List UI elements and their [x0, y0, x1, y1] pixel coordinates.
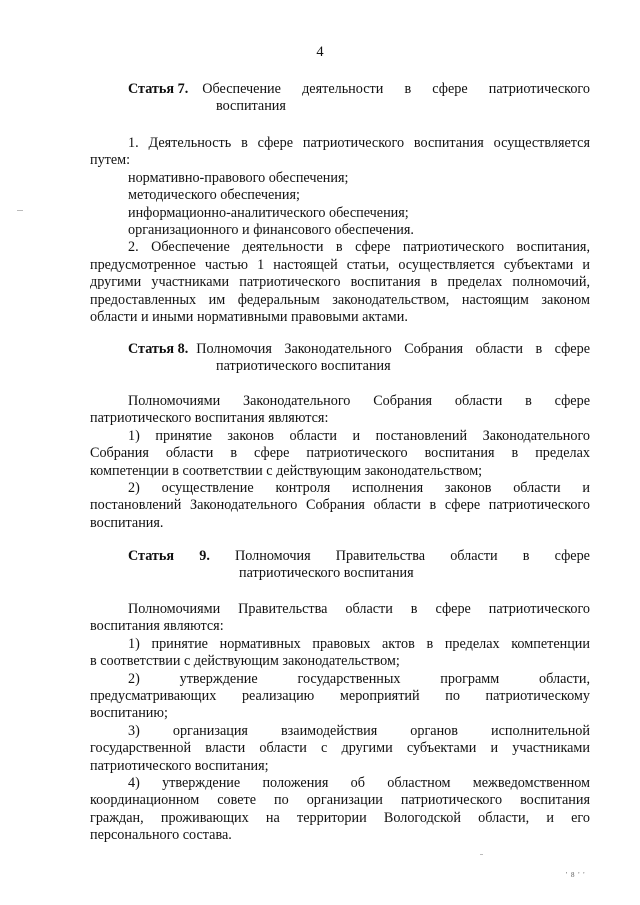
list-item: информационно-аналитического обеспечения;: [128, 204, 409, 221]
article-9-body: [90, 601, 590, 845]
paragraph-line: воспитания.: [90, 514, 164, 531]
article-8-title-line1: Полномочия Законодательного Собрания области в сфере: [196, 341, 590, 357]
paragraph-line: 2. Обеспечение деятельности в сфере патриотического воспитания,: [128, 239, 590, 256]
paragraph-line: предусматривающих реализацию мероприятий по патриотическому: [90, 688, 590, 705]
paragraph-line: 1. Деятельность в сфере патриотического воспитания осуществляется: [128, 135, 590, 151]
paragraph-line: патриотического воспитания;: [90, 757, 269, 774]
paragraph-line: граждан, проживающих на территории Вологодской области, и его: [90, 809, 590, 826]
article-7-label: Статья 7.: [128, 81, 189, 97]
paragraph-line: другими участниками патриотического воспитания в пределах полномочий,: [90, 274, 590, 291]
paragraph-line: патриотического воспитания являются:: [90, 410, 329, 427]
scan-mark: [480, 854, 483, 855]
heading-word: области: [450, 548, 498, 564]
article-7-body: [90, 135, 590, 326]
article-8-body: [90, 393, 590, 532]
paragraph-line: воспитанию;: [90, 705, 168, 722]
list-item: методического обеспечения;: [128, 187, 300, 204]
article-9-number: 9.: [199, 548, 210, 564]
paragraph-line: предоставленных им федеральным законодательством, настоящим законом: [90, 291, 590, 308]
heading-word: Полномочия: [235, 548, 311, 564]
article-9-title-line2: патриотического воспитания: [239, 565, 414, 581]
article-9-heading: [128, 548, 590, 582]
scan-mark: [17, 210, 23, 211]
article-7-title-line1: Обеспечение деятельности в сфере патриотического: [202, 81, 590, 97]
paragraph-line: 1) принятие нормативных правовых актов в пределах компетенции: [128, 635, 590, 652]
list-item: нормативно-правового обеспечения;: [128, 169, 349, 186]
heading-word: в: [522, 548, 530, 564]
paragraph-line: 4) утверждение положения об областном межведомственном: [128, 775, 590, 792]
paragraph-line: 2) осуществление контроля исполнения законов области и: [128, 480, 590, 497]
article-8-label: Статья 8.: [128, 341, 189, 357]
paragraph-line: 1) принятие законов области и постановлений Законодательного: [128, 427, 590, 444]
paragraph-line: координационном совете по организации патриотического воспитания: [90, 792, 590, 809]
article-8-title-line2: патриотического воспитания: [216, 358, 391, 374]
paragraph-line: постановлений Законодательного Собрания области в сфере патриотического: [90, 497, 590, 514]
list-item: организационного и финансового обеспечения.: [128, 222, 414, 239]
paragraph-line: Собрания области в сфере патриотического воспитания в пределах: [90, 445, 590, 462]
page-number: 4: [316, 44, 324, 60]
paragraph-line: персонального состава.: [90, 827, 232, 844]
article-7-heading: [128, 81, 590, 115]
paragraph-line: 2) утверждение государственных программ области,: [128, 670, 590, 687]
paragraph-line: путем:: [90, 152, 131, 169]
article-8-heading: [128, 341, 590, 375]
paragraph-line: области и иными нормативными правовыми актами.: [90, 309, 408, 326]
footer-mark: ' 8 ' ': [566, 871, 586, 879]
paragraph-line: 3) организация взаимодействия органов исполнительной: [128, 722, 590, 739]
heading-word: Правительства: [335, 548, 426, 564]
paragraph-line: Полномочиями Правительства области в сфере патриотического: [128, 601, 590, 617]
article-7-title-line2: воспитания: [216, 98, 286, 114]
paragraph-line: государственной власти области с другими субъектами и участниками: [90, 740, 590, 757]
paragraph-line: воспитания являются:: [90, 618, 224, 635]
paragraph-line: предусмотренное частью 1 настоящей статьи, осуществляется субъектами и: [90, 256, 590, 273]
heading-word: сфере: [554, 548, 590, 564]
paragraph-line: Полномочиями Законодательного Собрания области в сфере: [128, 393, 590, 409]
paragraph-line: компетенции в соответствии с действующим законодательством;: [90, 462, 483, 479]
article-9-label: Статья: [128, 548, 175, 564]
paragraph-line: в соответствии с действующим законодательством;: [90, 653, 400, 670]
